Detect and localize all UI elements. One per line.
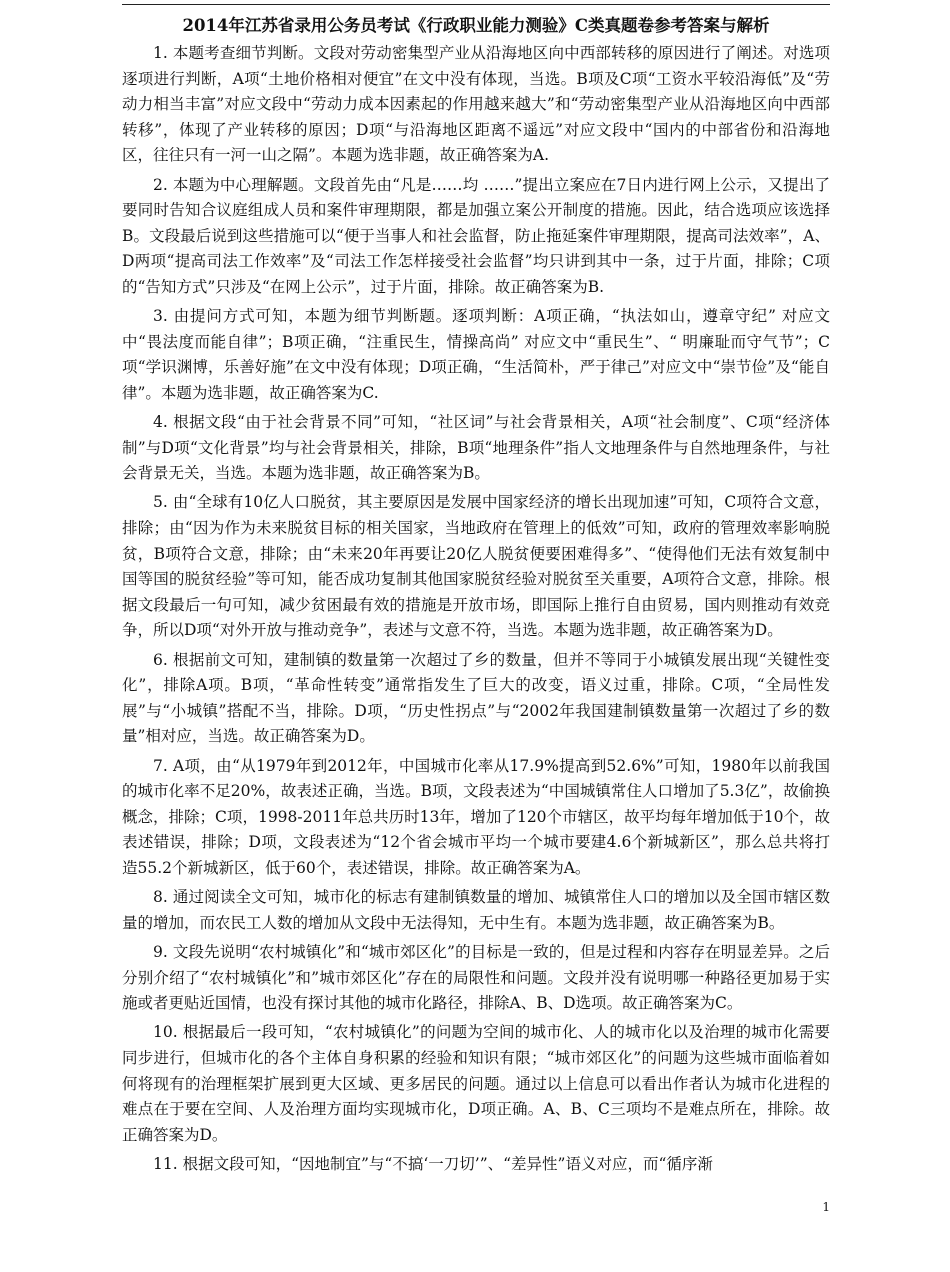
page-number: 1 [822, 1200, 830, 1214]
answer-paragraph-8: 8. 通过阅读全文可知，城市化的标志有建制镇数量的增加、城镇常住人口的增加以及全国市辖区数量的增加，而农民工人数的增加从文段中无法得知，无中生有。本题为选非题，故正确答案为B。 [122, 888, 830, 932]
answer-paragraph-2: 2. 本题为中心理解题。文段首先由“凡是……均 ……”提出立案应在7日内进行网上公示，又提出了要同时告知合议庭组成人员和案件审理期限，都是加强立案公开制度的措施。因此，结合选项应该选择B。文段最后说到这些措施可以“便于当事人和社会监督，防止拖延案件审理期限，提高司法效率”，A、D两项“提高司法工作效率”及“司法工作怎样接受社会监督”均只讲到其中一条，过于片面，排除；C项的“告知方式”只涉及“在网上公示”，过于片面，排除。故正确答案为B. [122, 175, 830, 296]
answer-paragraph-6: 6. 根据前文可知，建制镇的数量第一次超过了乡的数量，但并不等同于小城镇发展出现“关键性变化”，排除A项。B项，“革命性转变”通常指发生了巨大的改变，语义过重，排除。C项，“全局性发展”与“小城镇”搭配不当，排除。D项，“历史性拐点”与“2002年我国建制镇数量第一次超过了乡的数量”相对应，当选。故正确答案为D。 [122, 650, 830, 746]
header-rule [122, 4, 830, 5]
answer-paragraph-4: 4. 根据文段“由于社会背景不同”可知，“社区词”与社会背景相关，A项“社会制度”、C项“经济体制”与D项“文化背景”均与社会背景相关，排除，B项“地理条件”指人文地理条件与自然地理条件，与社会背景无关，当选。本题为选非题，故正确答案为B。 [122, 413, 830, 483]
answer-paragraph-9: 9. 文段先说明“农村城镇化”和“城市郊区化”的目标是一致的，但是过程和内容存在明显差异。之后分别介绍了“农村城镇化”和”城市郊区化”存在的局限性和问题。文段并没有说明哪一种路径更加易于实施或者更贴近国情，也没有探讨其他的城市化路径，排除A、B、D选项。故正确答案为C。 [122, 942, 830, 1013]
answer-paragraph-5: 5. 由“全球有10亿人口脱贫，其主要原因是发展中国家经济的增长出现加速”可知，C项符合文意，排除；由“因为作为未来脱贫目标的相关国家，当地政府在管理上的低效”可知，政府的管理效率影响脱贫，B项符合文意，排除；由“未来20年再要让20亿人脱贫便要困难得多”、“使得他们无法有效复制中国等国的脱贫经验”等可知，能否成功复制其他国家脱贫经验对脱贫至关重要，A项符合文意，排除。根据文段最后一句可知，减少贫困最有效的措施是开放市场，即国际上推行自由贸易，国内则推动有效竞争，所以D项“对外开放与推动竞争”，表述与文意不符，当选。本题为选非题，故正确答案为D。 [122, 493, 830, 640]
answer-paragraph-10: 10. 根据最后一段可知，“农村城镇化”的问题为空间的城市化、人的城市化以及治理的城市化需要同步进行，但城市化的各个主体自身积累的经验和知识有限；“城市郊区化”的问题为这些城市面临着如何将现有的治理框架扩展到更大区域、更多居民的问题。通过以上信息可以看出作者认为城市化进程的难点在于要在空间、人及治理方面均实现城市化，D项正确。A、B、C三项均不是难点所在，排除。故正确答案为D。 [122, 1023, 830, 1144]
answer-paragraph-3: 3. 由提问方式可知，本题为细节判断题。逐项判断：A项正确，“执法如山，遵章守纪” 对应文中“畏法度而能自律”；B项正确，“注重民生，情操高尚” 对应文中“重民生”、“ 明廉耻而守气节”；C项“学识渊博，乐善好施”在文中没有体现；D项正确，“生活简朴，严于律己”对应文中“崇节俭”及“能自律”。本题为选非题，故正确答案为C. [122, 307, 830, 402]
answer-paragraph-11: 11. 根据文段可知，“因地制宜”与“不搞‘一刀切’”、“差异性”语义对应，而“循序渐 [153, 1154, 713, 1173]
answer-paragraph-1: 1. 本题考查细节判断。文段对劳动密集型产业从沿海地区向中西部转移的原因进行了阐述。对选项逐项进行判断，A项“土地价格相对便宜”在文中没有体现，当选。B项及C项“工资水平较沿海低”及“劳动力相当丰富”对应文段中“劳动力成本因素起的作用越来越大”和“劳动密集型产业从沿海地区向中西部转移”，体现了产业转移的原因；D项“与沿海地区距离不遥远”对应文段中“国内的中部省份和沿海地区，往往只有一河一山之隔”。本题为选非题，故正确答案为A. [122, 44, 830, 165]
answer-explanations [122, 41, 830, 1173]
answer-paragraph-7: 7. A项，由“从1979年到2012年，中国城市化率从17.9%提高到52.6%”可知，1980年以前我国的城市化率不足20%，故表述正确，当选。B项，文段表述为“中国城镇常住人口增加了5.3亿”，故偷换概念，排除；C项，1998-2011年总共历时13年，增加了120个市辖区，故平均每年增加低于10个，故表述错误，排除；D项，文段表述为“12个省会城市平均一个城市要建4.6个新城新区”，那么总共将打造55.2个新城新区，低于60个，表述错误，排除。故正确答案为A。 [122, 756, 830, 877]
document-title: 2014年江苏省录用公务员考试《行政职业能力测验》C类真题卷参考答案与解析 [182, 16, 770, 35]
